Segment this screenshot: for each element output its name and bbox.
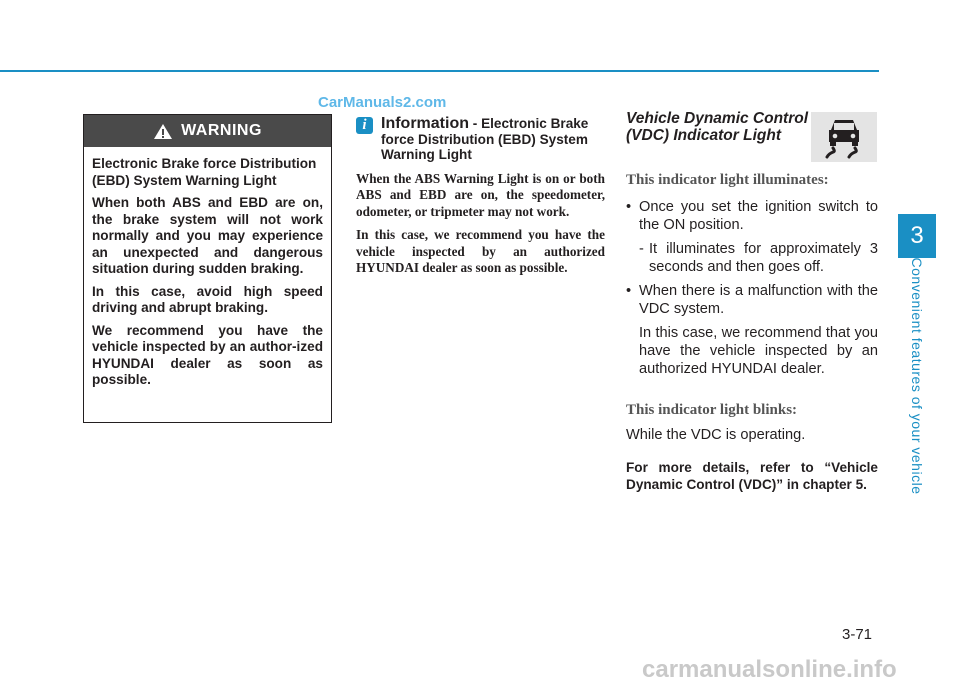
information-paragraph: When the ABS Warning Light is on or both ABS and EBD are on, the speedometer, odometer, or tripmeter may not work.	[356, 170, 605, 220]
bullet-item	[626, 282, 878, 318]
information-icon: i	[356, 117, 373, 134]
chapter-label: Convenient features of your vehicle	[909, 257, 925, 495]
information-header	[356, 116, 605, 163]
illuminates-heading: This indicator light illuminates:	[626, 172, 829, 188]
information-title-sub: - Electronic Brake force Distribution (EBD) System Warning Light	[381, 116, 589, 162]
information-title	[381, 116, 605, 163]
blinks-heading: This indicator light blinks:	[626, 402, 798, 418]
bullet-dot: •	[626, 283, 632, 299]
vdc-skid-car-icon	[811, 112, 877, 162]
bullet-item	[626, 198, 878, 234]
bullet-text: Once you set the ignition switch to the ON position.	[639, 199, 878, 233]
page-number: 3-71	[842, 626, 873, 643]
warning-paragraph: We recommend you have the vehicle inspected by an author-ized HYUNDAI dealer as soon as possible.	[92, 322, 323, 387]
warning-paragraph: In this case, avoid high speed driving and abrupt braking.	[92, 283, 323, 315]
watermark-bottom-link[interactable]: carmanualsonline.info	[642, 656, 897, 683]
watermark-top-link[interactable]: CarManuals2.com	[318, 94, 447, 111]
dash-item	[626, 240, 878, 276]
information-block	[356, 116, 605, 283]
vdc-title: Vehicle Dynamic Control (VDC) Indicator Light	[626, 110, 809, 144]
bullet-dot: •	[626, 199, 632, 215]
warning-header	[84, 115, 331, 147]
reference-text: For more details, refer to “Vehicle Dynamic Control (VDC)” in chapter 5.	[626, 460, 878, 492]
warning-heading: Electronic Brake force Distribution (EBD) System Warning Light	[92, 156, 317, 188]
vdc-icon	[811, 112, 877, 162]
warning-box	[83, 114, 332, 423]
bullet-text: When there is a malfunction with the VDC system.	[639, 283, 878, 317]
bullet-note: In this case, we recommend that you have the vehicle inspected by an authorized HYUNDAI dealer.	[639, 325, 878, 377]
warning-paragraph: When both ABS and EBD are on, the brake system will not work normally and you may experience an unexpected and dangerous situation during sudden braking.	[92, 195, 323, 276]
blinks-text: While the VDC is operating.	[626, 427, 806, 443]
warning-body	[84, 147, 331, 389]
warning-title: WARNING	[181, 122, 262, 139]
information-body	[356, 171, 605, 278]
information-title-main: Information	[381, 115, 469, 132]
dash-text: It illuminates for approximately 3 seconds and then goes off.	[649, 241, 878, 275]
information-paragraph: In this case, we recommend you have the vehicle inspected by an authorized HYUNDAI dealer as soon as possible.	[356, 226, 605, 276]
chapter-tab[interactable]: 3	[898, 214, 936, 258]
top-rule	[0, 70, 879, 72]
warning-triangle-icon	[153, 123, 173, 140]
dash-mark: -	[639, 241, 644, 257]
vdc-section	[626, 110, 878, 493]
